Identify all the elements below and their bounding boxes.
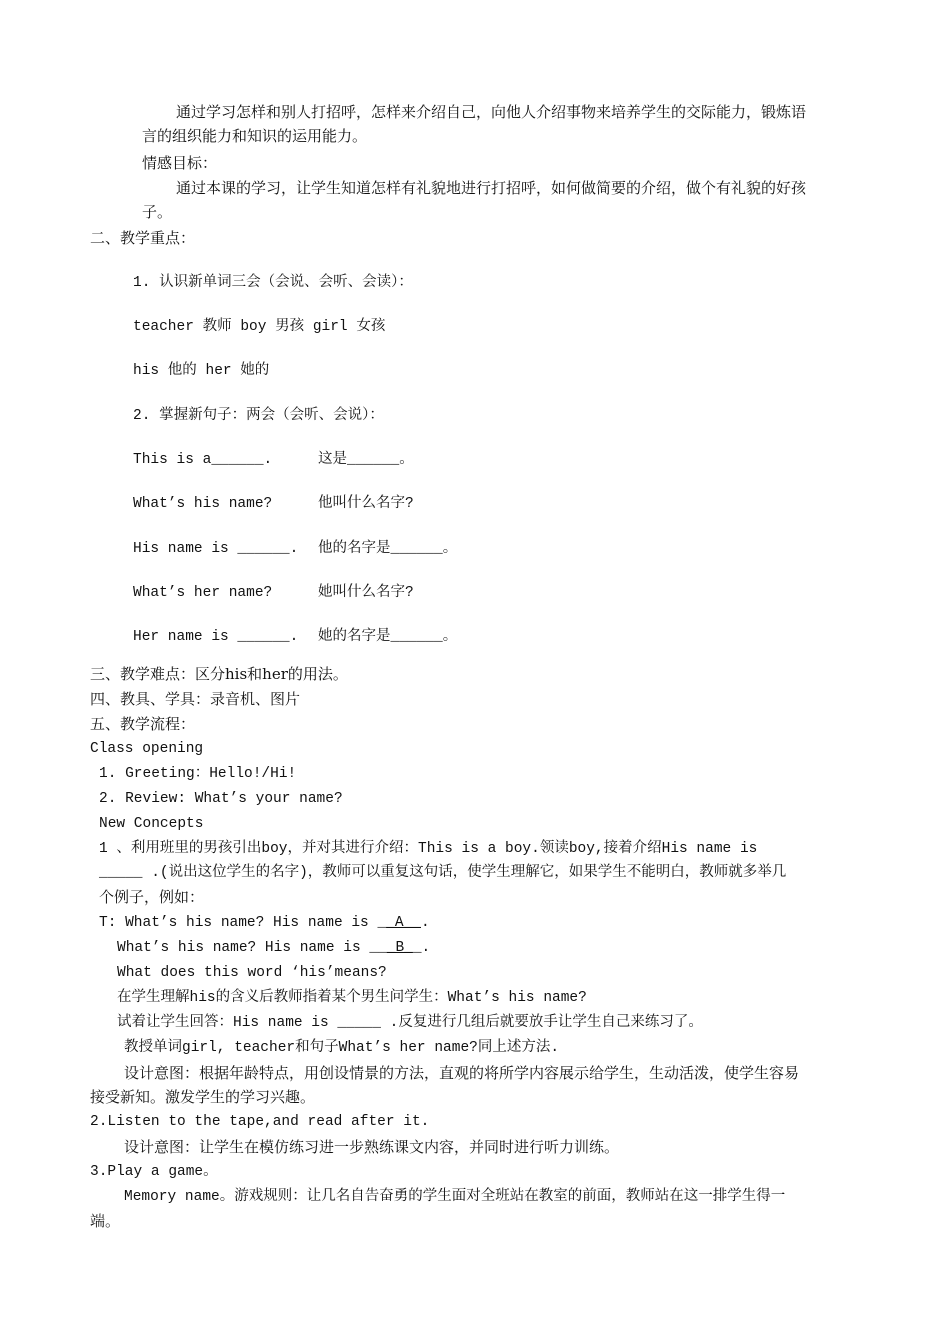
answer-blank-a: _A__ — [386, 915, 421, 931]
class-opening: Class opening — [90, 741, 204, 757]
sentence-zh: 她的名字是______。 — [318, 629, 458, 645]
section-5-heading: 五、教学流程： — [90, 715, 196, 733]
step1-line: _____ .(说出这位学生的名字)，教师可以重复这句话，使学生理解它，如果学生不能明白，教师就多举几 — [99, 865, 787, 881]
vocab-line-2: his 他的 her 她的 — [133, 363, 270, 379]
key-point-item-1: 1. 认识新单词三会（会说、会听、会读）： — [133, 275, 413, 291]
teacher-dialog-4: 在学生理解his的含义后教师指着某个男生问学生：What’s his name? — [117, 990, 587, 1006]
step1-line: 个例子，例如： — [99, 888, 205, 906]
sentence-zh: 这是______。 — [318, 452, 414, 468]
design-intent-line: 接受新知。激发学生的学习兴趣。 — [90, 1088, 316, 1106]
vocab-line-1: teacher 教师 boy 男孩 girl 女孩 — [133, 319, 386, 335]
dialog-text: What’s his name? His name is __ — [117, 940, 387, 956]
teacher-dialog-6: 教授单词girl, teacher和句子What’s her name?同上述方法. — [124, 1040, 560, 1056]
greeting-step: 1. Greeting：Hello!/Hi! — [99, 766, 297, 782]
game-rule-line: Memory name。游戏规则：让几名自告奋勇的学生面对全班站在教室的前面，教师站在这一排学生得一 — [124, 1189, 786, 1205]
step-3: 3.Play a game。 — [90, 1164, 218, 1180]
teacher-dialog-1 — [99, 912, 430, 934]
teacher-dialog-5: 试着让学生回答：His name is _____ .反复进行几组后就要放手让学生自己来练习了。 — [117, 1015, 703, 1031]
sentence-en: His name is ______. — [133, 541, 299, 557]
affect-paragraph-line: 子。 — [142, 203, 173, 221]
dialog-text: _. — [412, 940, 431, 956]
affect-title: 情感目标： — [142, 154, 218, 172]
sentence-zh: 他叫什么名字? — [318, 496, 414, 512]
answer-blank-b: _B_ — [386, 940, 413, 956]
dialog-text: T: What’s his name? His name is _ — [99, 915, 387, 931]
review-step: 2. Review: What’s your name? — [99, 791, 343, 807]
teacher-dialog-2 — [117, 937, 430, 959]
sentence-en: Her name is ______. — [133, 629, 299, 645]
affect-paragraph-line: 通过本课的学习，让学生知道怎样有礼貌地进行打招呼，如何做简要的介绍，做个有礼貌的好孩 — [176, 179, 807, 197]
step-2: 2.Listen to the tape,and read after it. — [90, 1114, 430, 1130]
design-intent-line: 设计意图：根据年龄特点，用创设情景的方法，直观的将所学内容展示给学生，生动活泼，使学生容易 — [124, 1064, 800, 1082]
game-rule-line: 端。 — [90, 1212, 121, 1230]
design-intent-2: 设计意图：让学生在模仿练习进一步熟练课文内容，并同时进行听力训练。 — [124, 1138, 620, 1156]
ability-paragraph-line: 通过学习怎样和别人打招呼，怎样来介绍自己，向他人介绍事物来培养学生的交际能力，锻炼语 — [176, 103, 807, 121]
sentence-zh: 他的名字是______。 — [318, 541, 458, 557]
sentence-zh: 她叫什么名字? — [318, 585, 414, 601]
section-3-heading: 三、教学难点：区分his和her的用法。 — [90, 665, 348, 683]
ability-paragraph-line: 言的组织能力和知识的运用能力。 — [142, 127, 368, 145]
sentence-en: What’s his name? — [133, 496, 273, 512]
sentence-en: What’s her name? — [133, 585, 273, 601]
section-2-heading: 二、教学重点： — [90, 229, 196, 247]
key-point-item-2: 2. 掌握新句子：两会（会听、会说）： — [133, 408, 384, 424]
teacher-dialog-3: What does this word ‘his’means? — [117, 965, 387, 981]
new-concepts: New Concepts — [99, 816, 204, 832]
section-4-heading: 四、教具、学具：录音机、图片 — [90, 690, 301, 708]
step1-line: 1 、利用班里的男孩引出boy，并对其进行介绍：This is a boy.领读boy,接着介绍His name is — [99, 841, 758, 857]
sentence-en: This is a______. — [133, 452, 273, 468]
dialog-text: . — [420, 915, 430, 931]
